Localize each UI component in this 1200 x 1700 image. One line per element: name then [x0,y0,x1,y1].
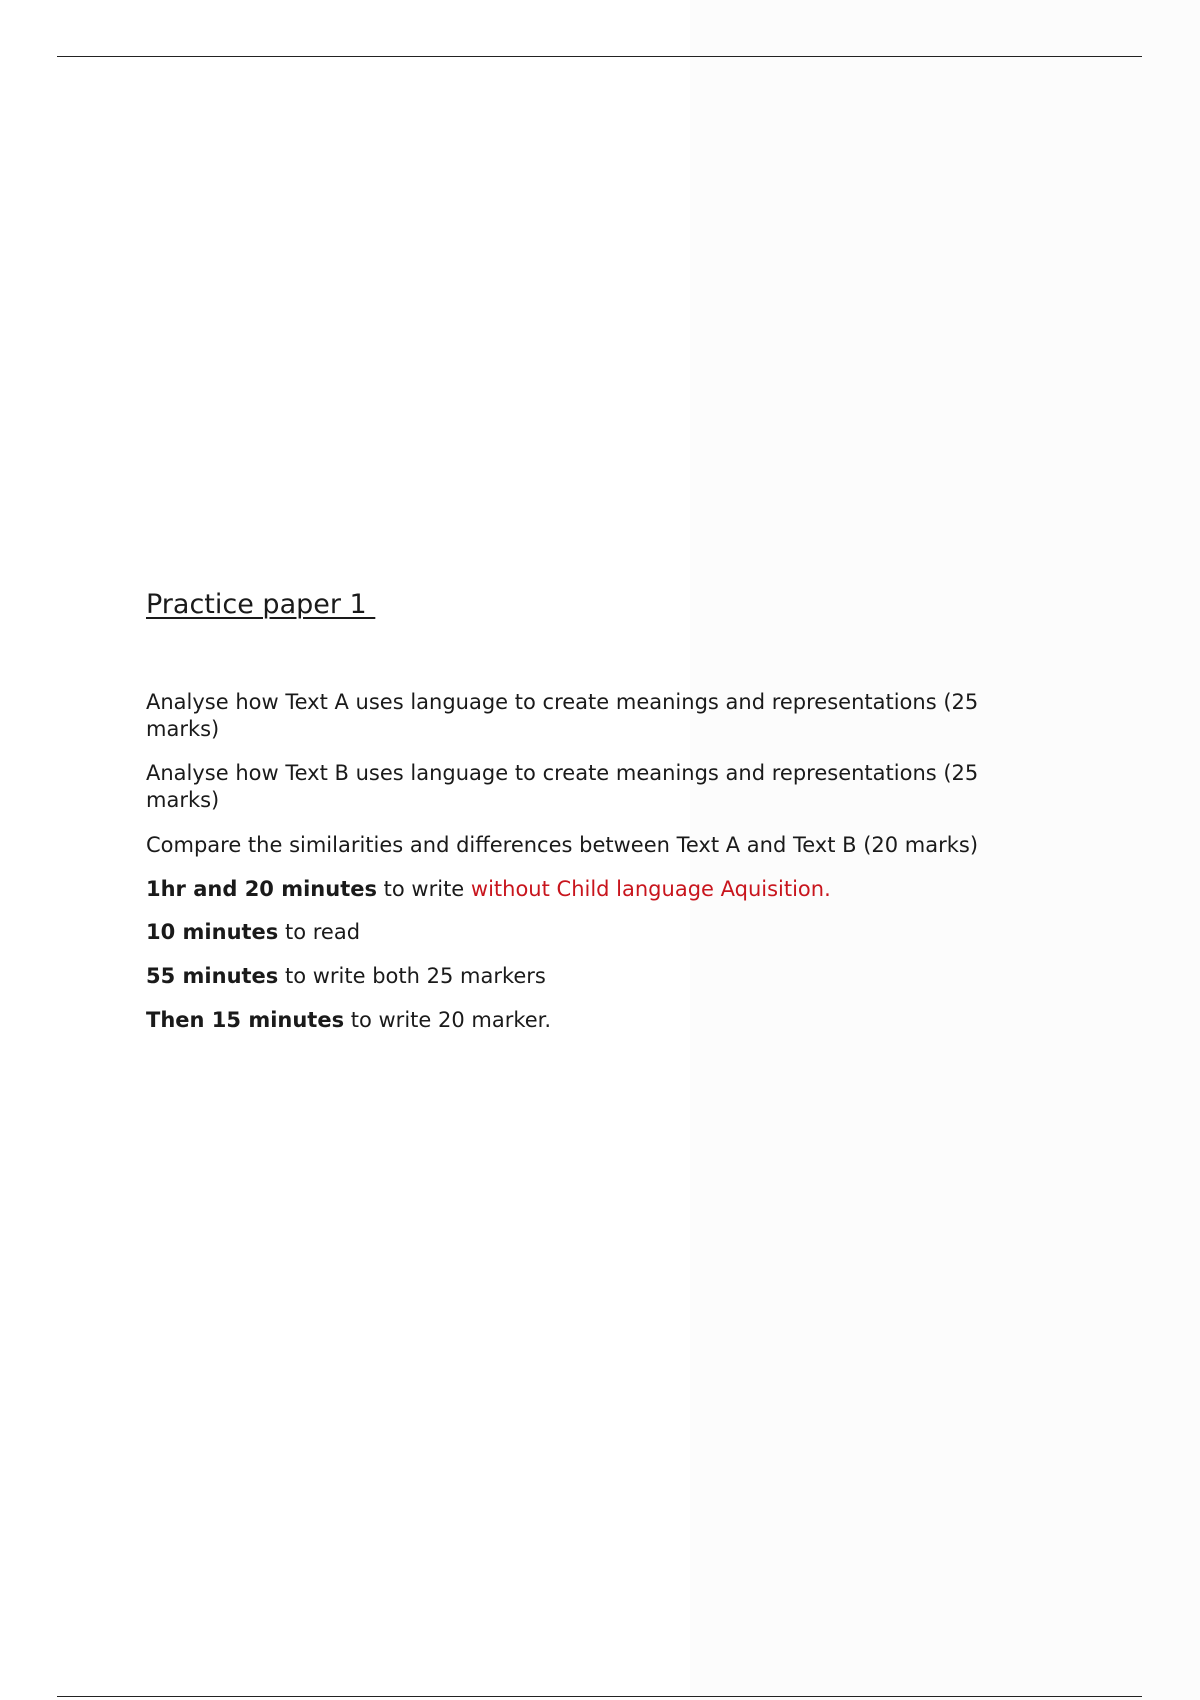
timing-read [146,919,360,946]
question-text-b: Analyse how Text B uses language to create meanings and representations (25 marks) [146,761,979,812]
timing-25-markers-duration: 55 minutes [146,964,279,988]
page-title: Practice paper 1 [146,589,376,620]
timing-total-text: to write [377,877,471,901]
timing-20-marker [146,1007,551,1034]
timing-20-marker-duration: Then 15 minutes [146,1008,345,1032]
timing-read-text: to read [278,920,361,944]
header-rule [57,56,1142,57]
question-compare: Compare the similarities and differences between Text A and Text B (20 marks) [146,833,979,857]
timing-total-note: without Child language Aquisition. [470,877,831,901]
timing-total [146,876,831,903]
timing-20-marker-text: to write 20 marker. [344,1008,552,1032]
timing-read-duration: 10 minutes [146,920,279,944]
timing-25-markers [146,963,546,990]
timing-25-markers-text: to write both 25 markers [278,964,546,988]
timing-total-duration: 1hr and 20 minutes [146,877,377,901]
question-text-a: Analyse how Text A uses language to create meanings and representations (25 marks) [146,690,979,741]
document-body [146,588,1046,1032]
footer-rule [57,1696,1142,1697]
